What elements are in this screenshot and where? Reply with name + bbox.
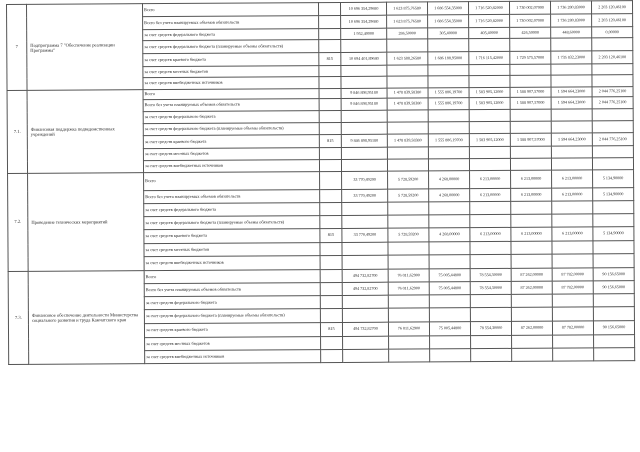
amount-cell: 9 846 898,95180 <box>341 88 387 98</box>
amount-cell: 6 213,00000 <box>470 188 511 201</box>
amount-cell: 1 736 280,83000 <box>550 1 591 14</box>
section-number: 7 <box>7 4 28 90</box>
amount-cell <box>469 64 510 75</box>
amount-cell: 1 686 188,95000 <box>428 52 469 65</box>
amount-cell: 6 213,00000 <box>470 170 511 188</box>
amount-cell <box>551 146 592 158</box>
budget-code-cell <box>319 15 341 28</box>
amount-cell: 90 156,65000 <box>593 268 634 281</box>
amount-cell <box>512 348 553 361</box>
amount-cell: 1 623 875,76580 <box>387 15 428 28</box>
amount-cell: 1 716 520,82000 <box>468 1 509 14</box>
amount-cell <box>341 76 387 88</box>
section-number: 7.1. <box>7 90 28 173</box>
amount-cell: 494 732,82700 <box>342 322 388 336</box>
budget-code-cell <box>320 215 342 228</box>
funding-source-label: Всего без учета планируемых объемов обязательств <box>143 16 319 30</box>
amount-cell <box>342 242 388 255</box>
amount-cell <box>341 159 387 171</box>
budget-code-cell <box>319 65 341 76</box>
amount-cell: 448,60000 <box>551 27 592 38</box>
budget-code-cell <box>320 202 342 215</box>
amount-cell: 10 696 354,29680 <box>341 15 387 28</box>
funding-source-label: Всего <box>144 270 320 284</box>
amount-cell: 33 770,49200 <box>342 171 388 189</box>
budget-code-cell <box>320 282 342 295</box>
amount-cell <box>428 122 469 134</box>
funding-source-label: за счет средств краевого бюджета <box>144 229 320 244</box>
amount-cell <box>387 110 428 122</box>
budget-code-cell <box>320 269 342 282</box>
amount-cell <box>552 201 593 214</box>
funding-source-label: за счет средств федерального бюджета <box>143 29 319 41</box>
budget-code-cell <box>319 122 341 134</box>
amount-cell <box>428 39 469 52</box>
funding-source-label: за счет средств внебюджетных источников <box>144 256 320 271</box>
amount-cell: 5 728,59200 <box>388 228 429 242</box>
amount-cell <box>510 158 551 170</box>
amount-cell: 6 213,00000 <box>511 170 552 188</box>
amount-cell: 10 694 401,89680 <box>341 52 387 65</box>
amount-cell: 87 262,00000 <box>511 281 552 294</box>
amount-cell: 1 735 832,23000 <box>551 51 592 64</box>
amount-cell <box>551 158 592 170</box>
amount-cell <box>469 75 510 87</box>
amount-cell: 87 262,00000 <box>511 321 552 335</box>
amount-cell: 5 728,59200 <box>388 189 429 202</box>
section-number: 7.3. <box>8 271 29 364</box>
amount-cell <box>471 335 512 348</box>
amount-cell: 1 623 875,76580 <box>386 2 427 15</box>
amount-cell <box>388 215 429 228</box>
funding-source-label: за счет средств федерального бюджета (планируемые объемы обязательств) <box>144 309 320 324</box>
budget-code-cell <box>319 98 341 110</box>
amount-cell: 33 770,49200 <box>342 228 388 242</box>
budget-code-cell <box>320 255 342 269</box>
amount-cell: 76 011,62900 <box>388 322 429 336</box>
amount-cell: 87 262,00000 <box>511 268 552 281</box>
funding-source-label: за счет средств внебюджетных источников <box>143 77 319 90</box>
amount-cell <box>511 307 552 321</box>
amount-cell <box>389 349 430 362</box>
amount-cell <box>469 38 510 51</box>
amount-cell: 1 716 115,42000 <box>469 51 510 64</box>
section-number: 7.2. <box>8 173 29 271</box>
amount-cell: 75 005,44800 <box>429 322 470 336</box>
amount-cell <box>388 308 429 322</box>
amount-cell <box>510 38 551 51</box>
amount-cell <box>592 64 633 75</box>
amount-cell <box>510 146 551 158</box>
amount-cell <box>469 109 510 121</box>
budget-code-cell <box>318 2 340 15</box>
amount-cell <box>552 254 593 268</box>
amount-cell <box>387 159 428 171</box>
funding-source-label: Всего без учета планируемых объемов обязательств <box>144 190 320 204</box>
amount-cell: 1 594 664,23000 <box>551 87 592 97</box>
funding-source-label: за счет средств внебюджетных источников <box>145 350 321 364</box>
amount-cell <box>430 336 471 349</box>
amount-cell <box>593 254 634 268</box>
funding-source-label: за счет средств федерального бюджета <box>144 296 320 310</box>
amount-cell <box>429 295 470 308</box>
amount-cell <box>342 215 388 228</box>
amount-cell <box>429 215 470 228</box>
amount-cell: 426,50000 <box>510 27 551 38</box>
amount-cell <box>388 242 429 255</box>
amount-cell: 1 583 905,12000 <box>469 97 510 109</box>
amount-cell <box>469 158 510 170</box>
amount-cell: 78 554,30000 <box>470 321 511 335</box>
amount-cell: 1 478 839,58380 <box>387 98 428 110</box>
amount-cell <box>429 202 470 215</box>
amount-cell <box>341 122 387 134</box>
amount-cell: 2 044 776,25100 <box>592 87 633 97</box>
budget-code-cell <box>319 159 341 171</box>
amount-cell <box>469 121 510 133</box>
amount-cell: 1 730 002,07000 <box>509 1 550 14</box>
funding-source-label: за счет средств внебюджетных источников <box>143 160 319 173</box>
amount-cell: 6 213,00000 <box>511 227 552 241</box>
amount-cell <box>592 146 633 158</box>
amount-cell <box>387 76 428 88</box>
amount-cell: 1 594 664,23000 <box>551 133 592 146</box>
amount-cell: 87 782,00000 <box>552 321 593 335</box>
amount-cell: 1 952,40000 <box>341 28 387 39</box>
amount-cell: 1 736 280,83000 <box>551 14 592 27</box>
budget-code-cell <box>320 242 342 255</box>
amount-cell <box>341 39 387 52</box>
funding-source-label: за счет средств местных бюджетов <box>143 148 319 161</box>
amount-cell <box>470 201 511 214</box>
amount-cell: 2 044 776,25100 <box>592 133 633 146</box>
amount-cell <box>512 335 553 348</box>
funding-source-label: за счет средств федерального бюджета (планируемые объемы обязательств) <box>143 40 319 54</box>
amount-cell <box>470 307 511 321</box>
funding-source-label: за счет средств краевого бюджета <box>144 323 320 338</box>
amount-cell <box>552 294 593 307</box>
amount-cell <box>428 147 469 159</box>
amount-cell: 494 732,82700 <box>342 269 388 282</box>
amount-cell: 405,40000 <box>469 27 510 38</box>
amount-cell: 9 846 898,95180 <box>341 134 387 147</box>
budget-sheet <box>6 0 637 444</box>
amount-cell: 75 005,44800 <box>429 269 470 282</box>
amount-cell: 1 588 907,57000 <box>510 97 551 109</box>
amount-cell <box>511 214 552 227</box>
funding-source-label: за счет средств местных бюджетов <box>143 66 319 78</box>
amount-cell <box>593 201 634 214</box>
amount-cell: 1 583 905,12000 <box>469 133 510 146</box>
amount-cell <box>428 65 469 76</box>
amount-cell <box>429 242 470 255</box>
funding-source-label: Всего <box>143 89 319 100</box>
amount-cell <box>387 65 428 76</box>
amount-cell: 75 005,44800 <box>429 282 470 295</box>
budget-code-cell: 815 <box>319 52 341 65</box>
amount-cell: 6 213,00000 <box>511 188 552 201</box>
amount-cell: 90 156,65000 <box>593 321 634 335</box>
amount-cell: 1 716 520,82000 <box>469 14 510 27</box>
amount-cell: 494 732,82700 <box>342 282 388 295</box>
budget-code-cell: 815 <box>320 322 342 336</box>
amount-cell: 4 268,00000 <box>429 189 470 202</box>
amount-cell: 90 156,65000 <box>593 281 634 294</box>
funding-source-label: за счет средств федерального бюджета <box>143 111 319 124</box>
amount-cell <box>342 308 388 322</box>
amount-cell <box>510 109 551 121</box>
amount-cell: 1 478 839,58380 <box>387 134 428 147</box>
amount-cell <box>428 159 469 171</box>
amount-cell <box>592 121 633 133</box>
amount-cell: 1 555 886,19700 <box>428 134 469 147</box>
amount-cell <box>389 336 430 349</box>
amount-cell <box>430 349 471 362</box>
budget-code-cell <box>320 171 342 189</box>
amount-cell <box>553 335 594 348</box>
funding-source-label: Всего <box>143 3 319 17</box>
section-title: Подпрограмма 7 "Обеспечение реализации Программы" <box>27 4 144 91</box>
amount-cell <box>429 255 470 269</box>
amount-cell: 2 044 776,25100 <box>592 97 633 109</box>
amount-cell: 5 134,90000 <box>593 188 634 201</box>
amount-cell: 87 782,00000 <box>552 268 593 281</box>
amount-cell: 76 011,62900 <box>388 282 429 295</box>
budget-code-cell <box>319 110 341 122</box>
amount-cell <box>510 121 551 133</box>
amount-cell <box>343 349 389 362</box>
section-title: Финансовое обеспечение деятельности Министерства социального развития и труда Камчатского края <box>28 271 145 365</box>
amount-cell: 1 686 554,35000 <box>427 2 468 15</box>
amount-cell <box>593 214 634 227</box>
amount-cell <box>387 147 428 159</box>
amount-cell <box>388 295 429 308</box>
amount-cell: 87 782,00000 <box>552 281 593 294</box>
amount-cell <box>592 109 633 121</box>
amount-cell: 2 203 120,46100 <box>592 14 633 27</box>
amount-cell <box>471 348 512 361</box>
amount-cell: 4 268,00000 <box>429 228 470 242</box>
amount-cell <box>470 294 511 307</box>
budget-table <box>6 0 635 365</box>
budget-code-cell <box>320 308 342 322</box>
amount-cell: 1 623 588,26580 <box>387 52 428 65</box>
amount-cell <box>551 64 592 75</box>
amount-cell <box>551 121 592 133</box>
amount-cell: 1 588 907,57000 <box>510 133 551 146</box>
amount-cell: 78 554,30000 <box>470 268 511 281</box>
budget-code-cell: 815 <box>320 228 342 242</box>
budget-code-cell <box>321 336 343 349</box>
amount-cell: 4 268,00000 <box>429 171 470 189</box>
amount-cell <box>428 110 469 122</box>
amount-cell <box>470 214 511 227</box>
amount-cell: 1 478 839,58380 <box>387 88 428 98</box>
amount-cell: 6 213,00000 <box>552 188 593 201</box>
amount-cell: 0,00000 <box>592 27 633 38</box>
amount-cell <box>551 38 592 51</box>
amount-cell <box>429 308 470 322</box>
funding-source-label: за счет средств краевого бюджета <box>143 135 319 149</box>
budget-code-cell: 815 <box>319 134 341 147</box>
amount-cell <box>342 255 388 269</box>
amount-cell <box>510 75 551 87</box>
funding-source-label: Всего без учета планируемых объемов обязательств <box>143 99 319 112</box>
amount-cell: 1 686 554,35000 <box>428 15 469 28</box>
amount-cell <box>592 38 633 51</box>
amount-cell <box>343 336 389 349</box>
amount-cell <box>593 307 634 321</box>
amount-cell: 6 213,00000 <box>552 227 593 241</box>
amount-cell <box>551 75 592 87</box>
amount-cell: 1 555 886,19700 <box>428 98 469 110</box>
amount-cell: 286,50000 <box>387 28 428 39</box>
amount-cell: 6 213,00000 <box>470 227 511 241</box>
amount-cell <box>342 295 388 308</box>
amount-cell <box>511 254 552 268</box>
amount-cell: 2 203 120,46100 <box>592 51 633 64</box>
amount-cell <box>594 348 635 361</box>
amount-cell: 5 134,90000 <box>593 227 634 241</box>
amount-cell <box>553 348 594 361</box>
amount-cell: 6 213,00000 <box>552 170 593 188</box>
amount-cell <box>593 241 634 254</box>
amount-cell: 10 696 354,29680 <box>340 2 386 15</box>
amount-cell <box>593 294 634 307</box>
amount-cell <box>592 75 633 87</box>
budget-code-cell <box>319 39 341 52</box>
amount-cell <box>388 202 429 215</box>
amount-cell <box>470 254 511 268</box>
budget-code-cell <box>319 76 341 88</box>
amount-cell: 1 729 575,57000 <box>510 51 551 64</box>
funding-source-label: Всего <box>144 172 320 191</box>
amount-cell <box>552 241 593 254</box>
amount-cell <box>511 241 552 254</box>
funding-source-label: за счет средств местных бюджетов <box>145 337 321 351</box>
amount-cell <box>510 64 551 75</box>
amount-cell: 2 203 120,46100 <box>591 1 632 14</box>
amount-cell <box>341 110 387 122</box>
amount-cell <box>469 146 510 158</box>
amount-cell <box>551 109 592 121</box>
funding-source-label: за счет средств федерального бюджета (планируемые объемы обязательств) <box>144 216 320 230</box>
amount-cell: 1 594 664,23000 <box>551 97 592 109</box>
amount-cell: 1 730 002,07000 <box>510 14 551 27</box>
amount-cell <box>594 335 635 348</box>
amount-cell <box>470 241 511 254</box>
budget-code-cell <box>319 147 341 159</box>
amount-cell: 76 011,62900 <box>388 269 429 282</box>
budget-code-cell <box>319 28 341 39</box>
amount-cell <box>511 294 552 307</box>
amount-cell <box>511 201 552 214</box>
budget-code-cell <box>320 189 342 202</box>
amount-cell: 5 134,90000 <box>593 170 634 188</box>
funding-source-label: за счет средств краевого бюджета <box>143 53 319 67</box>
amount-cell <box>552 214 593 227</box>
funding-source-label: за счет средств федерального бюджета (планируемые объемы обязательств) <box>143 123 319 136</box>
amount-cell <box>342 202 388 215</box>
amount-cell <box>341 65 387 76</box>
amount-cell <box>341 147 387 159</box>
section-title: Финансовая поддержка подведомственных учреждений <box>27 90 144 174</box>
section-title: Проведение технических мероприятий <box>28 173 145 272</box>
funding-source-label: за счет средств местных бюджетов <box>144 243 320 257</box>
funding-source-label: Всего без учета планируемых объемов обязательств <box>144 283 320 297</box>
amount-cell: 1 583 905,12000 <box>469 87 510 97</box>
amount-cell: 305,40000 <box>428 28 469 39</box>
amount-cell: 33 770,49200 <box>342 189 388 202</box>
amount-cell <box>387 39 428 52</box>
budget-code-cell <box>320 295 342 308</box>
amount-cell: 78 554,30000 <box>470 281 511 294</box>
amount-cell: 5 728,59200 <box>388 171 429 189</box>
budget-code-cell <box>319 88 341 98</box>
amount-cell <box>387 122 428 134</box>
amount-cell: 1 555 886,19700 <box>428 88 469 98</box>
amount-cell <box>592 158 633 170</box>
amount-cell <box>552 307 593 321</box>
amount-cell <box>428 76 469 88</box>
amount-cell: 9 846 898,95180 <box>341 98 387 110</box>
budget-code-cell <box>321 349 343 362</box>
amount-cell: 1 588 907,57000 <box>510 87 551 97</box>
funding-source-label: за счет средств федерального бюджета <box>144 203 320 217</box>
amount-cell <box>388 255 429 269</box>
